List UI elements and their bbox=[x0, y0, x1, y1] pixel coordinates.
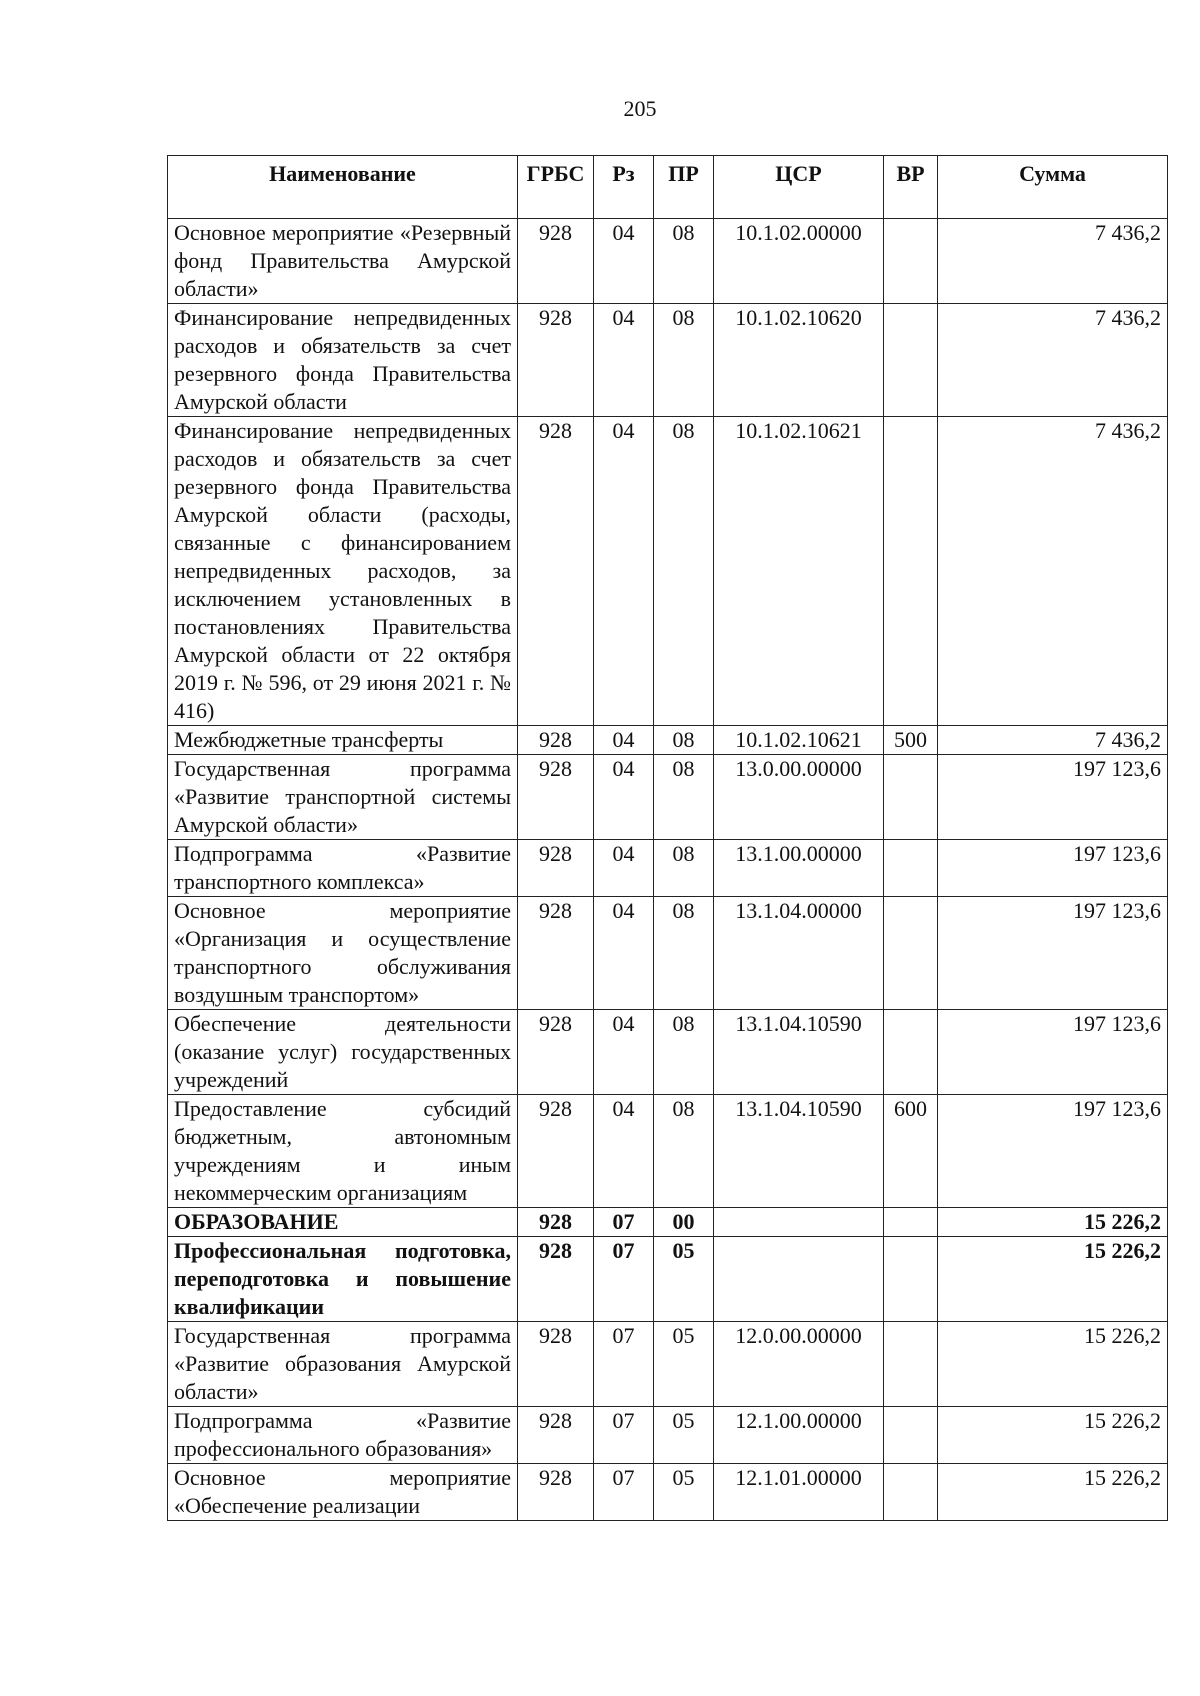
cell-sum: 7 436,2 bbox=[938, 219, 1168, 304]
cell-name: Основное мероприятие «Организация и осуществление транспортного обслуживания воздушным транспортом» bbox=[168, 897, 518, 1010]
cell-grbs: 928 bbox=[518, 1407, 594, 1464]
cell-grbs: 928 bbox=[518, 1322, 594, 1407]
cell-csr: 13.1.04.10590 bbox=[714, 1010, 884, 1095]
cell-name: Обеспечение деятельности (оказание услуг) государственных учреждений bbox=[168, 1010, 518, 1095]
cell-rz: 04 bbox=[594, 417, 654, 726]
cell-pr: 08 bbox=[654, 1095, 714, 1208]
cell-pr: 05 bbox=[654, 1464, 714, 1521]
cell-name: Основное мероприятие «Обеспечение реализации bbox=[168, 1464, 518, 1521]
cell-grbs: 928 bbox=[518, 1237, 594, 1322]
table-row bbox=[168, 755, 1168, 840]
cell-name: Государственная программа «Развитие образования Амурской области» bbox=[168, 1322, 518, 1407]
cell-csr: 10.1.02.10621 bbox=[714, 417, 884, 726]
table-row bbox=[168, 897, 1168, 1010]
cell-rz: 04 bbox=[594, 1010, 654, 1095]
table-row bbox=[168, 840, 1168, 897]
table-row bbox=[168, 304, 1168, 417]
cell-sum: 197 123,6 bbox=[938, 840, 1168, 897]
cell-name: Финансирование непредвиденных расходов и обязательств за счет резервного фонда Правительства Амурской области (расходы, связанные с финансированием непредвиденных расходов, за исключением установленных в постановлениях Правительства Амурской области от 22 октября 2019 г. № 596, от 29 июня 2021 г. № 416) bbox=[168, 417, 518, 726]
cell-rz: 07 bbox=[594, 1407, 654, 1464]
cell-vr: 600 bbox=[884, 1095, 938, 1208]
cell-pr: 08 bbox=[654, 219, 714, 304]
cell-vr: 500 bbox=[884, 726, 938, 755]
header-sum: Сумма bbox=[938, 156, 1168, 219]
cell-grbs: 928 bbox=[518, 726, 594, 755]
cell-rz: 04 bbox=[594, 755, 654, 840]
page-number: 205 bbox=[623, 96, 657, 121]
header-csr: ЦСР bbox=[714, 156, 884, 219]
cell-rz: 04 bbox=[594, 897, 654, 1010]
header-grbs: ГРБС bbox=[518, 156, 594, 219]
cell-csr: 10.1.02.10621 bbox=[714, 726, 884, 755]
cell-rz: 07 bbox=[594, 1237, 654, 1322]
cell-rz: 07 bbox=[594, 1208, 654, 1237]
header-rz: Рз bbox=[594, 156, 654, 219]
table-row bbox=[168, 726, 1168, 755]
cell-csr: 13.1.04.10590 bbox=[714, 1095, 884, 1208]
cell-csr bbox=[714, 1208, 884, 1237]
cell-rz: 04 bbox=[594, 304, 654, 417]
cell-grbs: 928 bbox=[518, 755, 594, 840]
cell-vr bbox=[884, 417, 938, 726]
cell-grbs: 928 bbox=[518, 1208, 594, 1237]
cell-pr: 08 bbox=[654, 897, 714, 1010]
cell-rz: 04 bbox=[594, 726, 654, 755]
cell-vr bbox=[884, 1407, 938, 1464]
cell-sum: 7 436,2 bbox=[938, 304, 1168, 417]
cell-sum: 197 123,6 bbox=[938, 755, 1168, 840]
cell-pr: 08 bbox=[654, 304, 714, 417]
cell-grbs: 928 bbox=[518, 1464, 594, 1521]
cell-name: Подпрограмма «Развитие транспортного комплекса» bbox=[168, 840, 518, 897]
cell-csr: 12.1.01.00000 bbox=[714, 1464, 884, 1521]
cell-rz: 07 bbox=[594, 1322, 654, 1407]
cell-name: Государственная программа «Развитие транспортной системы Амурской области» bbox=[168, 755, 518, 840]
cell-sum: 7 436,2 bbox=[938, 726, 1168, 755]
cell-vr bbox=[884, 219, 938, 304]
header-vr: ВР bbox=[884, 156, 938, 219]
cell-csr: 13.1.00.00000 bbox=[714, 840, 884, 897]
cell-grbs: 928 bbox=[518, 1010, 594, 1095]
cell-pr: 05 bbox=[654, 1237, 714, 1322]
cell-rz: 04 bbox=[594, 1095, 654, 1208]
cell-csr: 13.1.04.00000 bbox=[714, 897, 884, 1010]
cell-rz: 07 bbox=[594, 1464, 654, 1521]
cell-pr: 05 bbox=[654, 1322, 714, 1407]
cell-vr bbox=[884, 1237, 938, 1322]
table-row bbox=[168, 417, 1168, 726]
table-row bbox=[168, 1208, 1168, 1237]
cell-pr: 08 bbox=[654, 755, 714, 840]
cell-csr: 10.1.02.10620 bbox=[714, 304, 884, 417]
budget-table bbox=[167, 155, 1168, 1521]
cell-sum: 15 226,2 bbox=[938, 1322, 1168, 1407]
cell-sum: 197 123,6 bbox=[938, 1010, 1168, 1095]
cell-grbs: 928 bbox=[518, 304, 594, 417]
cell-grbs: 928 bbox=[518, 417, 594, 726]
cell-pr: 08 bbox=[654, 726, 714, 755]
cell-grbs: 928 bbox=[518, 219, 594, 304]
cell-csr: 13.0.00.00000 bbox=[714, 755, 884, 840]
cell-csr: 12.0.00.00000 bbox=[714, 1322, 884, 1407]
table-row bbox=[168, 1464, 1168, 1521]
cell-csr bbox=[714, 1237, 884, 1322]
header-pr: ПР bbox=[654, 156, 714, 219]
cell-name: Основное мероприятие «Резервный фонд Правительства Амурской области» bbox=[168, 219, 518, 304]
cell-vr bbox=[884, 1464, 938, 1521]
header-row bbox=[168, 156, 1168, 219]
cell-name: Предоставление субсидий бюджетным, автономным учреждениям и иным некоммерческим организациям bbox=[168, 1095, 518, 1208]
cell-sum: 197 123,6 bbox=[938, 1095, 1168, 1208]
cell-sum: 15 226,2 bbox=[938, 1208, 1168, 1237]
cell-name: Подпрограмма «Развитие профессионального образования» bbox=[168, 1407, 518, 1464]
table-row bbox=[168, 1010, 1168, 1095]
table-row bbox=[168, 1407, 1168, 1464]
table-row bbox=[168, 219, 1168, 304]
cell-vr bbox=[884, 1208, 938, 1237]
table-row bbox=[168, 1237, 1168, 1322]
cell-grbs: 928 bbox=[518, 1095, 594, 1208]
cell-name: ОБРАЗОВАНИЕ bbox=[168, 1208, 518, 1237]
cell-pr: 08 bbox=[654, 840, 714, 897]
table-row bbox=[168, 1322, 1168, 1407]
cell-sum: 15 226,2 bbox=[938, 1464, 1168, 1521]
cell-name: Межбюджетные трансферты bbox=[168, 726, 518, 755]
cell-sum: 197 123,6 bbox=[938, 897, 1168, 1010]
cell-grbs: 928 bbox=[518, 897, 594, 1010]
cell-sum: 15 226,2 bbox=[938, 1237, 1168, 1322]
cell-pr: 05 bbox=[654, 1407, 714, 1464]
table-row bbox=[168, 1095, 1168, 1208]
cell-vr bbox=[884, 755, 938, 840]
cell-sum: 7 436,2 bbox=[938, 417, 1168, 726]
cell-rz: 04 bbox=[594, 219, 654, 304]
cell-vr bbox=[884, 304, 938, 417]
cell-name: Финансирование непредвиденных расходов и обязательств за счет резервного фонда Правительства Амурской области bbox=[168, 304, 518, 417]
cell-csr: 12.1.00.00000 bbox=[714, 1407, 884, 1464]
cell-pr: 08 bbox=[654, 1010, 714, 1095]
cell-rz: 04 bbox=[594, 840, 654, 897]
cell-csr: 10.1.02.00000 bbox=[714, 219, 884, 304]
cell-vr bbox=[884, 1010, 938, 1095]
cell-pr: 00 bbox=[654, 1208, 714, 1237]
cell-grbs: 928 bbox=[518, 840, 594, 897]
header-name: Наименование bbox=[168, 156, 518, 219]
cell-pr: 08 bbox=[654, 417, 714, 726]
cell-vr bbox=[884, 897, 938, 1010]
cell-vr bbox=[884, 840, 938, 897]
cell-name: Профессиональная подготовка, переподготовка и повышение квалификации bbox=[168, 1237, 518, 1322]
cell-sum: 15 226,2 bbox=[938, 1407, 1168, 1464]
cell-vr bbox=[884, 1322, 938, 1407]
